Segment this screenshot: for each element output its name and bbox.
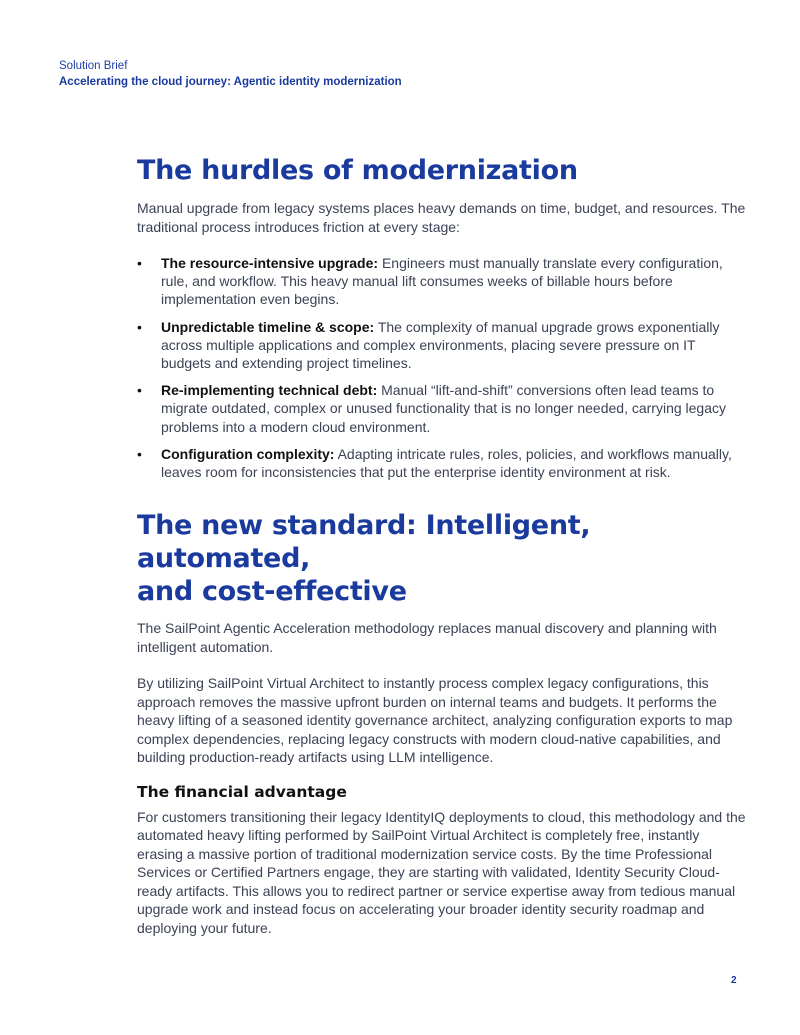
section-title-hurdles: The hurdles of modernization [137,155,578,186]
bullet-term: The resource-intensive upgrade: [161,255,379,271]
header-label: Solution Brief [59,60,128,72]
bullet-text: Adapting intricate rules, roles, policies, and workflows manually, leaves room for inconsistencies that put the enterprise identity environment at risk. [161,445,732,481]
subheading-financial-advantage: The financial advantage [137,782,347,801]
bullet-icon: • [137,445,142,462]
bullet-term: Re-implementing technical debt: [161,382,378,399]
paragraph-financial: For customers transitioning their legacy IdentityIQ deployments to cloud, this methodology and the automated heavy lifting performed by SailPoint Virtual Architect is completely free, instantly erasing a massive portion of traditional modernization service costs. By the time Professional Services or Certified Partners engage, they are starting with validated, Identity Security Cloud-ready artifacts. This allows you to redirect partner or service expertise away from tedious manual upgrade work and instead focus on accelerating your broader identity security roadmap and deploying your future. [137,808,746,936]
hurdles-list [137,254,747,481]
bullet-icon: • [137,318,142,335]
paragraph-methodology: The SailPoint Agentic Acceleration methodology replaces manual discovery and planning with intelligent automation. [137,620,717,655]
list-item [137,318,747,373]
paragraph-virtual-architect: By utilizing SailPoint Virtual Architect to instantly process complex legacy configurations, this approach removes the massive upfront burden on internal teams and budgets. It performs the heavy lifting of a seasoned identity governance architect, analyzing configuration exports to map complex dependencies, replacing legacy constructs with modern cloud-native capabilities, and building production-ready artifacts using LLM intelligence. [137,675,733,766]
page-number: 2 [731,975,737,986]
section-title-new-standard [137,509,747,608]
document-header [59,58,402,90]
section-title-line-2: and cost-effective [137,576,407,608]
list-item [137,381,747,436]
bullet-icon: • [137,255,142,271]
bullet-text: Engineers must manually translate every configuration, rule, and workflow. This heavy manual lift consumes weeks of billable hours before implementation even begins. [161,255,723,308]
list-item [137,254,747,309]
bullet-icon: • [137,382,142,399]
bullet-term: Configuration complexity: [161,445,335,462]
bullet-term: Unpredictable timeline & scope: [161,318,375,335]
list-item [137,445,747,481]
section-intro: Manual upgrade from legacy systems places heavy demands on time, budget, and resources. The traditional process introduces friction at every stage: [137,200,746,235]
section-title-line-1: The new standard: Intelligent, automated, [137,510,591,575]
bullet-text: The complexity of manual upgrade grows exponentially across multiple applications and complex environments, placing severe pressure on IT budgets and extending project timelines. [161,318,720,372]
bullet-text: Manual “lift-and-shift” conversions often lead teams to migrate outdated, complex or unused functionality that is no longer needed, carrying legacy problems into a modern cloud environment. [161,382,727,435]
main-content [137,154,747,937]
header-subtitle: Accelerating the cloud journey: Agentic identity modernization [59,76,402,88]
